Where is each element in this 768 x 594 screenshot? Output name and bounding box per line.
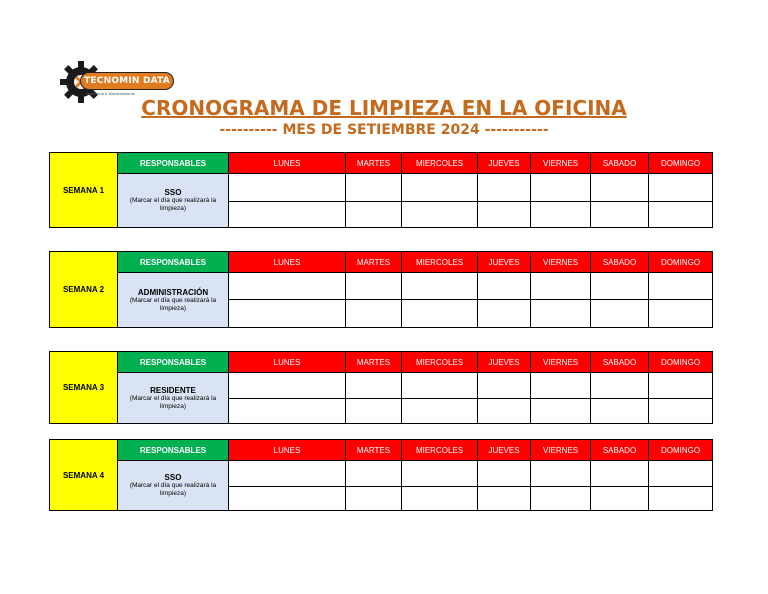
responsible-area-cell [118,273,229,328]
responsible-area-cell [118,174,229,228]
week-label: SEMANA 4 [50,440,118,511]
responsible-area: SSO [164,473,182,482]
schedule-cell[interactable] [346,174,402,202]
schedule-cell[interactable] [478,487,531,511]
responsible-note: (Marcar el día que realizará la limpieza) [129,197,217,212]
schedule-cell[interactable] [478,461,531,487]
schedule-cell[interactable] [229,202,346,228]
day-header-miercoles: MIERCOLES [402,440,478,461]
responsible-area-cell [118,373,229,424]
schedule-cell[interactable] [478,174,531,202]
responsables-header: RESPONSABLES [118,153,229,174]
day-header-jueves: JUEVES [478,252,531,273]
responsible-note: (Marcar el día que realizará la limpieza) [129,482,217,497]
schedule-cell[interactable] [229,487,346,511]
day-header-miercoles: MIERCOLES [402,153,478,174]
page-title: CRONOGRAMA DE LIMPIEZA EN LA OFICINA [141,96,627,120]
schedule-cell[interactable] [346,300,402,328]
day-header-sabado: SABADO [591,252,649,273]
schedule-cell[interactable] [531,399,591,424]
schedule-cell[interactable] [649,461,713,487]
day-header-martes: MARTES [346,153,402,174]
responsables-header: RESPONSABLES [118,252,229,273]
week-table-3 [49,351,713,424]
schedule-cell[interactable] [591,202,649,228]
day-header-jueves: JUEVES [478,352,531,373]
schedule-cell[interactable] [229,174,346,202]
schedule-cell[interactable] [346,202,402,228]
schedule-cell[interactable] [478,373,531,399]
responsible-area-cell [118,461,229,511]
schedule-cell[interactable] [531,373,591,399]
responsables-header: RESPONSABLES [118,352,229,373]
schedule-cell[interactable] [346,461,402,487]
day-header-sabado: SABADO [591,352,649,373]
schedule-cell[interactable] [531,273,591,300]
week-label: SEMANA 2 [50,252,118,328]
schedule-cell[interactable] [478,273,531,300]
schedule-cell[interactable] [591,373,649,399]
responsible-area: ADMINISTRACIÓN [137,287,209,297]
schedule-cell[interactable] [531,174,591,202]
responsible-note: (Marcar el día que realizará la limpieza) [129,394,217,410]
schedule-cell[interactable] [402,461,478,487]
schedule-cell[interactable] [402,399,478,424]
responsible-area: RESIDENTE [150,385,196,395]
schedule-cell[interactable] [531,300,591,328]
schedule-cell[interactable] [649,174,713,202]
schedule-cell[interactable] [478,202,531,228]
schedule-cell[interactable] [229,373,346,399]
schedule-cell[interactable] [591,300,649,328]
day-header-lunes: LUNES [229,252,346,273]
schedule-cell[interactable] [531,461,591,487]
schedule-cell[interactable] [478,300,531,328]
day-header-lunes: LUNES [229,153,346,174]
day-header-lunes: LUNES [229,440,346,461]
day-header-sabado: SABADO [591,440,649,461]
schedule-cell[interactable] [229,399,346,424]
page-subtitle: ---------- MES DE SETIEMBRE 2024 ----------- [219,122,549,138]
schedule-cell[interactable] [649,487,713,511]
schedule-cell[interactable] [229,300,346,328]
day-header-jueves: JUEVES [478,153,531,174]
schedule-cell[interactable] [402,487,478,511]
schedule-cell[interactable] [346,273,402,300]
day-header-lunes: LUNES [229,352,346,373]
schedule-cell[interactable] [591,461,649,487]
responsables-header: RESPONSABLES [118,440,229,461]
schedule-cell[interactable] [402,300,478,328]
schedule-cell[interactable] [402,174,478,202]
schedule-cell[interactable] [229,461,346,487]
day-header-jueves: JUEVES [478,440,531,461]
schedule-cell[interactable] [591,174,649,202]
day-header-domingo: DOMINGO [649,252,713,273]
schedule-cell[interactable] [591,487,649,511]
schedule-cell[interactable] [229,273,346,300]
week-table-4 [49,439,713,511]
week-table-2 [49,251,713,328]
day-header-viernes: VIERNES [531,153,591,174]
week-label: SEMANA 1 [50,153,118,228]
schedule-cell[interactable] [649,373,713,399]
day-header-viernes: VIERNES [531,440,591,461]
responsible-note: (Marcar el día que realizará la limpieza) [129,296,217,312]
schedule-cell[interactable] [649,273,713,300]
responsible-area: SSO [164,188,182,197]
day-header-sabado: SABADO [591,153,649,174]
schedule-cell[interactable] [531,487,591,511]
schedule-cell[interactable] [402,202,478,228]
schedule-cell[interactable] [402,273,478,300]
day-header-domingo: DOMINGO [649,153,713,174]
day-header-miercoles: MIERCOLES [402,352,478,373]
logo-wordmark: TECNOMIN DATA [80,72,174,90]
day-header-miercoles: MIERCOLES [402,252,478,273]
day-header-martes: MARTES [346,352,402,373]
schedule-cell[interactable] [346,487,402,511]
schedule-cell[interactable] [649,300,713,328]
day-header-viernes: VIERNES [531,252,591,273]
schedule-cell[interactable] [591,273,649,300]
schedule-cell[interactable] [591,399,649,424]
day-header-martes: MARTES [346,252,402,273]
week-label: SEMANA 3 [50,352,118,424]
schedule-cell[interactable] [402,373,478,399]
schedule-cell[interactable] [649,399,713,424]
schedule-cell[interactable] [649,202,713,228]
week-table-1 [49,152,713,228]
day-header-domingo: DOMINGO [649,440,713,461]
schedule-cell[interactable] [346,399,402,424]
day-header-viernes: VIERNES [531,352,591,373]
day-header-martes: MARTES [346,440,402,461]
logo-tagline: Ingeniería & Mantenimiento [86,91,135,96]
schedule-cell[interactable] [478,399,531,424]
schedule-cell[interactable] [531,202,591,228]
schedule-cell[interactable] [346,373,402,399]
day-header-domingo: DOMINGO [649,352,713,373]
